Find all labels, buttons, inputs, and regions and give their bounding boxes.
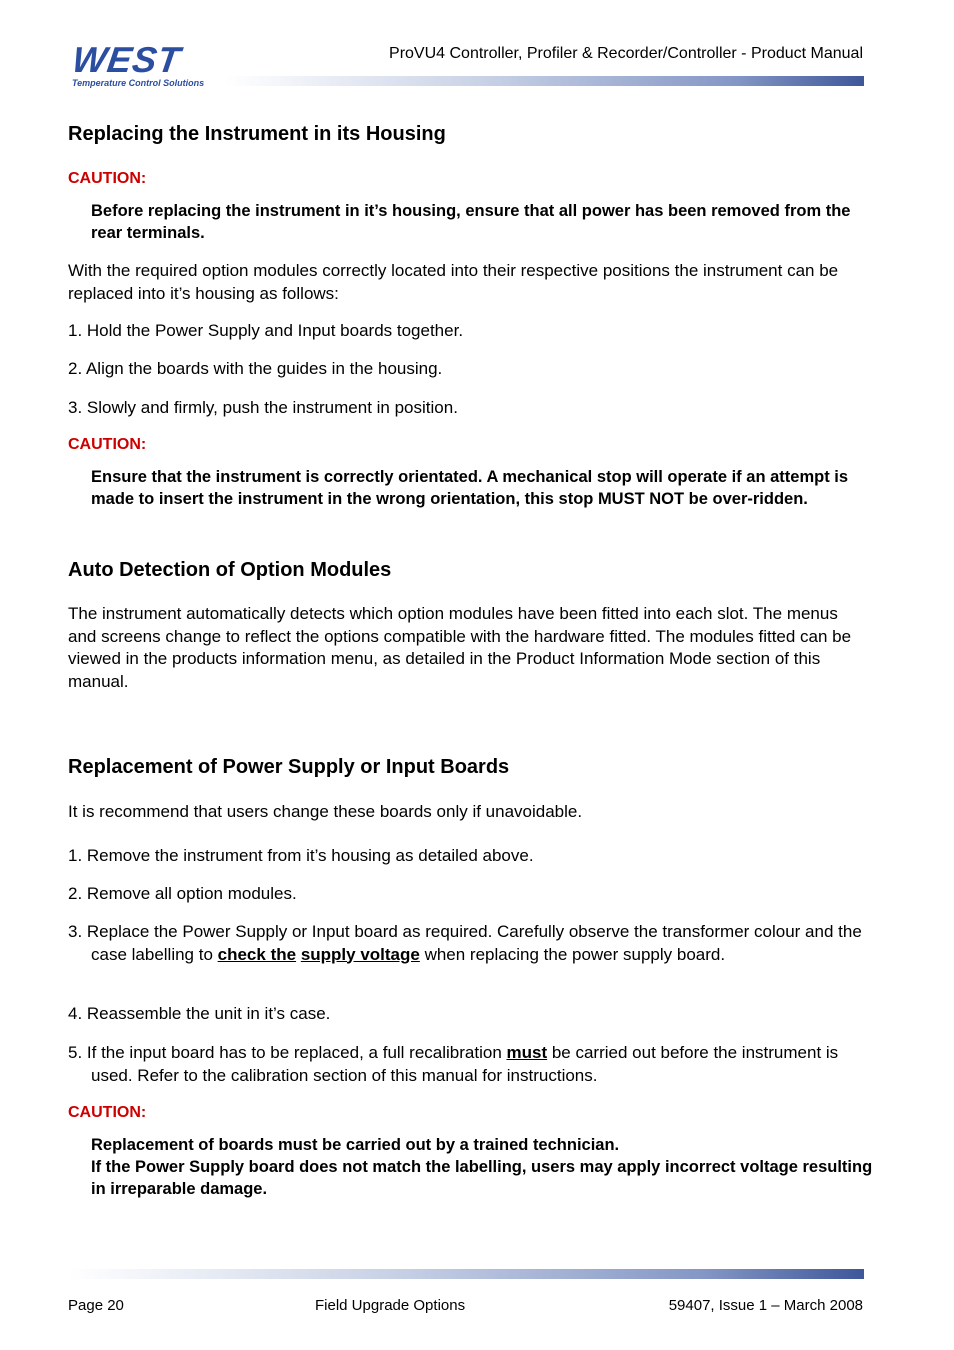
step-text: 5. If the input board has to be replaced, a full recalibration	[68, 1043, 507, 1062]
footer-section: Field Upgrade Options	[315, 1297, 466, 1314]
intro-paragraph: It is recommend that users change these boards only if unavoidable.	[68, 802, 583, 821]
list-item	[68, 921, 868, 966]
caution-text: Ensure that the instrument is correctly orientated. A mechanical stop will operate if an attempt is made to insert the instrument in the wrong orientation, this stop MUST NOT be over-ridden.	[91, 468, 849, 508]
caution-line: If the Power Supply board does not match the labelling, users may apply incorrect voltage resulting in irreparable damage.	[91, 1158, 873, 1198]
list-item: 2. Align the boards with the guides in the housing.	[68, 359, 443, 378]
step-text: be carried out before the instrument is used. Refer to the calibration section of this manual for instructions.	[91, 1043, 839, 1085]
heading-replacement-boards: Replacement of Power Supply or Input Boards	[68, 756, 510, 778]
step-text: when replacing the power supply board.	[419, 944, 726, 964]
caution-text	[91, 1134, 881, 1200]
emphasis-must: must	[506, 1043, 548, 1062]
emphasis-check-the: check the	[217, 944, 297, 964]
list-item: 1. Hold the Power Supply and Input boards together.	[68, 321, 464, 340]
step-text: 3. Replace the Power Supply or Input board as required. Carefully observe the transformer colour and the case labelling to	[68, 922, 862, 964]
caution-line: Replacement of boards must be carried out by a trained technician.	[91, 1136, 620, 1154]
west-logo	[69, 39, 222, 90]
caution-text: Before replacing the instrument in it’s housing, ensure that all power has been removed from the rear terminals.	[91, 202, 851, 242]
intro-paragraph: With the required option modules correctly located into their respective positions the instrument can be replaced into it’s housing as follows:	[68, 261, 839, 303]
document-title: ProVU4 Controller, Profiler & Recorder/Controller - Product Manual	[389, 45, 863, 62]
logo-wordmark: WEST	[69, 39, 184, 80]
logo-tagline: Temperature Control Solutions	[72, 78, 205, 88]
page-number: Page 20	[68, 1297, 124, 1314]
list-item	[68, 1042, 868, 1087]
body-paragraph: The instrument automatically detects which option modules have been fitted into each slot. The menus and screens change to reflect the options compatible with the hardware fitted. The modules fitted can be viewed in the products information menu, as detailed in the Product Information Mode section of this manual.	[68, 604, 852, 691]
list-item: 1. Remove the instrument from it’s housing as detailed above.	[68, 846, 534, 865]
document-reference: 59407, Issue 1 – March 2008	[668, 1297, 863, 1314]
list-item: 2. Remove all option modules.	[68, 884, 297, 903]
footer-divider	[68, 1269, 864, 1279]
header-divider	[225, 76, 864, 86]
caution-label: CAUTION:	[68, 1104, 147, 1121]
caution-label: CAUTION:	[68, 436, 147, 453]
caution-label: CAUTION:	[68, 170, 147, 187]
list-item: 3. Slowly and firmly, push the instrument in position.	[68, 398, 458, 417]
heading-auto-detection: Auto Detection of Option Modules	[68, 559, 392, 581]
emphasis-supply-voltage: supply voltage	[300, 944, 420, 964]
list-item: 4. Reassemble the unit in it’s case.	[68, 1004, 331, 1023]
heading-replacing-instrument: Replacing the Instrument in its Housing	[68, 123, 446, 145]
